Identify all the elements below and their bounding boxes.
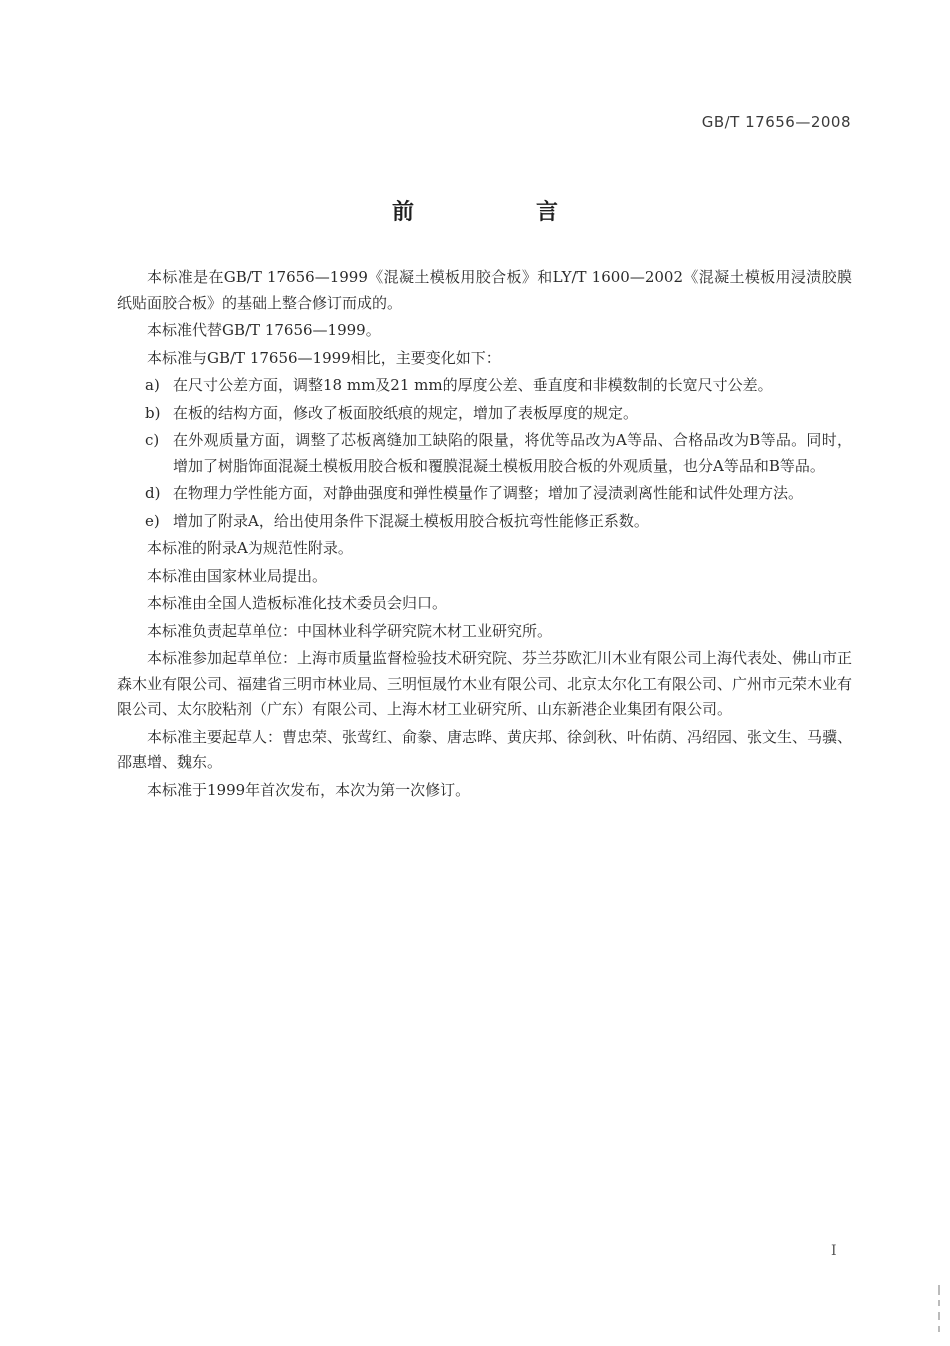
paragraph-proposed-by: 本标准由国家林业局提出。: [147, 566, 328, 585]
item-marker: e): [145, 511, 160, 530]
scan-edge-mark: [938, 1300, 940, 1306]
item-marker: c): [145, 431, 160, 449]
item-marker: d): [145, 484, 161, 502]
item-text: 在外观质量方面，调整了芯板离缝加工缺陷的限量，将优等品改为A等品、合格品改为B等品。同时，增加了树脂饰面混凝土模板用胶合板和覆膜混凝土模板用胶合板的外观质量，也分A等品和B等品。: [173, 431, 852, 475]
paragraph-administered-by: 本标准由全国人造板标准化技术委员会归口。: [147, 594, 448, 612]
paragraph-changes-intro: 本标准与GB/T 17656—1999相比，主要变化如下：: [147, 348, 501, 367]
change-item-a: [117, 373, 852, 399]
paragraph-annex: 本标准的附录A为规范性附录。: [147, 539, 353, 557]
item-text: 在板的结构方面，修改了板面胶纸痕的规定，增加了表板厚度的规定。: [173, 403, 639, 422]
page-title: 前 言: [391, 200, 608, 225]
change-item-e: [117, 509, 852, 535]
item-text: 在尺寸公差方面，调整18 mm及21 mm的厚度公差、垂直度和非模数制的长宽尺寸公差。: [173, 376, 773, 394]
change-item-c: [117, 428, 852, 479]
change-item-b: [117, 401, 852, 427]
item-text: 增加了附录A，给出使用条件下混凝土模板用胶合板抗弯性能修正系数。: [173, 511, 649, 530]
foreword-body: [117, 265, 852, 805]
scan-edge-mark: [938, 1326, 940, 1332]
paragraph-history: 本标准于1999年首次发布，本次为第一次修订。: [147, 780, 471, 799]
item-text: 在物理力学性能方面，对静曲强度和弹性模量作了调整；增加了浸渍剥离性能和试件处理方法。: [173, 484, 804, 502]
item-marker: b): [145, 403, 161, 422]
paragraph-lead-drafter: 本标准负责起草单位：中国林业科学研究院木材工业研究所。: [147, 621, 553, 640]
item-marker: a): [145, 376, 160, 394]
scan-edge-mark: [938, 1312, 940, 1320]
standard-code: GB/T 17656—2008: [701, 113, 851, 131]
paragraph-replaces: 本标准代替GB/T 17656—1999。: [147, 321, 381, 339]
page-number: I: [831, 1243, 837, 1259]
paragraph-main-drafters: 本标准主要起草人：曹忠荣、张莺红、俞豢、唐志晔、黄庆邦、徐剑秋、叶佑荫、冯绍园、张文生、马骥、邵惠增、魏东。: [117, 727, 853, 771]
change-item-d: [117, 481, 852, 507]
paragraph-participating-drafters: 本标准参加起草单位：上海市质量监督检验技术研究院、芬兰芬欧汇川木业有限公司上海代表处、佛山市正森木业有限公司、福建省三明市林业局、三明恒晟竹木业有限公司、北京太尔化工有限公司、广州市元荣木业有限公司、太尔胶粘剂（广东）有限公司、上海木材工业研究所、山东新港企业集团有限公司。: [117, 649, 853, 718]
paragraph-basis: 本标准是在GB/T 17656—1999《混凝土模板用胶合板》和LY/T 1600—2002《混凝土模板用浸渍胶膜纸贴面胶合板》的基础上整合修订而成的。: [117, 268, 852, 312]
scan-edge-mark: [938, 1285, 940, 1295]
